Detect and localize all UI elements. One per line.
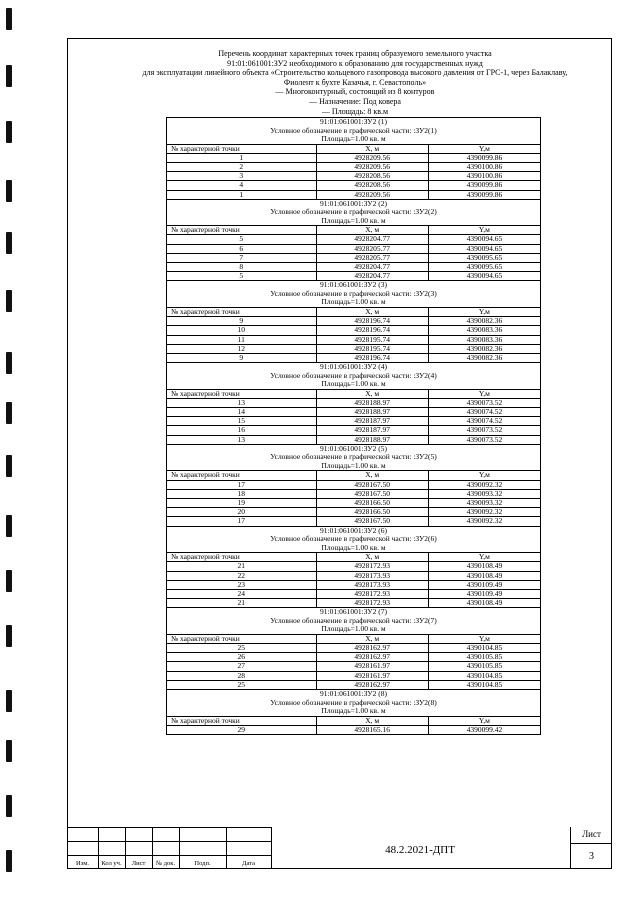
- header-line: — Многоконтурный, состоящий из 8 контуров: [275, 87, 435, 97]
- point-number: 26: [167, 653, 317, 662]
- contour-id: 91:01:061001:ЗУ2 (3): [319, 280, 387, 290]
- table-row: [167, 344, 541, 353]
- x-coordinate: 4928188.97: [316, 408, 428, 417]
- contour-symbol: Условное обозначение в графической части: :ЗУ2(6): [270, 534, 437, 544]
- y-coordinate: 4390092.32: [428, 508, 540, 517]
- x-coordinate: 4928166.50: [316, 508, 428, 517]
- header-x: X, м: [316, 144, 428, 153]
- x-coordinate: 4928167.50: [316, 489, 428, 498]
- point-number: 18: [167, 489, 317, 498]
- header-x: X, м: [316, 307, 428, 316]
- point-number: 4: [167, 181, 317, 190]
- contour-area: Площадь=1.00 кв. м: [321, 379, 386, 389]
- table-row: [167, 725, 541, 734]
- contour-title: [167, 526, 541, 553]
- table-row: [167, 498, 541, 507]
- contour-symbol: Условное обозначение в графической части: :ЗУ2(2): [270, 207, 437, 217]
- contour-symbol: Условное обозначение в графической части: :ЗУ2(1): [270, 125, 437, 135]
- contour-title: [167, 690, 541, 717]
- x-coordinate: 4928187.97: [316, 417, 428, 426]
- header-x: X, м: [316, 471, 428, 480]
- y-coordinate: 4390074.52: [428, 408, 540, 417]
- header-line: — Площадь: 8 кв.м: [321, 106, 389, 116]
- table-row: [167, 235, 541, 244]
- x-coordinate: 4928165.16: [316, 725, 428, 734]
- y-coordinate: 4390073.52: [428, 426, 540, 435]
- table-row: [167, 508, 541, 517]
- table-row: [167, 671, 541, 680]
- x-coordinate: 4928162.97: [316, 644, 428, 653]
- x-coordinate: 4928204.77: [316, 235, 428, 244]
- column-header-row: [167, 144, 541, 153]
- x-coordinate: 4928161.97: [316, 662, 428, 671]
- x-coordinate: 4928173.93: [316, 580, 428, 589]
- point-number: 16: [167, 426, 317, 435]
- header-y: Y,м: [428, 307, 540, 316]
- header-y: Y,м: [428, 471, 540, 480]
- point-number: 19: [167, 498, 317, 507]
- y-coordinate: 4390093.32: [428, 498, 540, 507]
- x-coordinate: 4928172.93: [316, 599, 428, 608]
- contour-title: [167, 118, 541, 145]
- y-coordinate: 4390104.85: [428, 644, 540, 653]
- table-row: [167, 263, 541, 272]
- x-coordinate: 4928208.56: [316, 172, 428, 181]
- point-number: 8: [167, 263, 317, 272]
- y-coordinate: 4390100.86: [428, 172, 540, 181]
- point-number: 25: [167, 644, 317, 653]
- table-row: [167, 435, 541, 444]
- table-row: [167, 172, 541, 181]
- header-y: Y,м: [428, 144, 540, 153]
- contour-id: 91:01:061001:ЗУ2 (2): [319, 199, 387, 208]
- x-coordinate: 4928196.74: [316, 353, 428, 362]
- y-coordinate: 4390100.86: [428, 162, 540, 171]
- y-coordinate: 4390094.65: [428, 244, 540, 253]
- point-number: 23: [167, 580, 317, 589]
- contour-symbol: Условное обозначение в графической части: :ЗУ2(5): [270, 452, 437, 462]
- column-header-row: [167, 389, 541, 398]
- point-number: 24: [167, 589, 317, 598]
- coordinates-table: [166, 117, 541, 735]
- y-coordinate: 4390093.32: [428, 489, 540, 498]
- table-row: [167, 244, 541, 253]
- table-row: [167, 599, 541, 608]
- x-coordinate: 4928161.97: [316, 671, 428, 680]
- x-coordinate: 4928167.50: [316, 480, 428, 489]
- contour-symbol: Условное обозначение в графической части: :ЗУ2(7): [270, 615, 437, 625]
- stamp-label-sign: Подп.: [194, 860, 211, 867]
- contour-symbol: Условное обозначение в графической части: :ЗУ2(8): [270, 697, 437, 707]
- contour-symbol: Условное обозначение в графической части: :ЗУ2(3): [270, 288, 437, 298]
- point-number: 25: [167, 680, 317, 689]
- y-coordinate: 4390099.86: [428, 153, 540, 162]
- header-y: Y,м: [428, 716, 540, 725]
- table-row: [167, 489, 541, 498]
- table-row: [167, 190, 541, 199]
- header-x: X, м: [316, 226, 428, 235]
- table-row: [167, 398, 541, 407]
- header-point: № характерной точки: [167, 553, 317, 562]
- document-code: 48.2.2021-ДПТ: [385, 844, 455, 856]
- contour-id: 91:01:061001:ЗУ2 (4): [319, 362, 387, 372]
- table-row: [167, 517, 541, 526]
- table-row: [167, 408, 541, 417]
- y-coordinate: 4390073.52: [428, 398, 540, 407]
- y-coordinate: 4390082.36: [428, 344, 540, 353]
- point-number: 28: [167, 671, 317, 680]
- table-row: [167, 317, 541, 326]
- x-coordinate: 4928188.97: [316, 398, 428, 407]
- point-number: 5: [167, 272, 317, 281]
- contour-title-row: [167, 199, 541, 226]
- contour-title-row: [167, 526, 541, 553]
- stamp-label-doc: № док.: [155, 860, 176, 867]
- point-number: 1: [167, 190, 317, 199]
- point-number: 22: [167, 571, 317, 580]
- contour-title: [167, 444, 541, 471]
- x-coordinate: 4928209.56: [316, 162, 428, 171]
- x-coordinate: 4928209.56: [316, 190, 428, 199]
- y-coordinate: 4390094.65: [428, 235, 540, 244]
- header-line: — Назначение: Под ковера: [309, 96, 401, 106]
- table-row: [167, 335, 541, 344]
- y-coordinate: 4390083.36: [428, 326, 540, 335]
- y-coordinate: 4390092.32: [428, 517, 540, 526]
- point-number: 21: [167, 599, 317, 608]
- point-number: 6: [167, 244, 317, 253]
- y-coordinate: 4390109.49: [428, 589, 540, 598]
- contour-title-row: [167, 118, 541, 145]
- contour-area: Площадь=1.00 кв. м: [321, 706, 386, 716]
- header-x: X, м: [316, 389, 428, 398]
- x-coordinate: 4928162.97: [316, 680, 428, 689]
- x-coordinate: 4928204.77: [316, 263, 428, 272]
- point-number: 29: [167, 725, 317, 734]
- point-number: 11: [167, 335, 317, 344]
- x-coordinate: 4928166.50: [316, 498, 428, 507]
- contour-title: [167, 608, 541, 635]
- header-point: № характерной точки: [167, 307, 317, 316]
- stamp-label-izm: Изм.: [76, 860, 89, 867]
- y-coordinate: 4390109.49: [428, 580, 540, 589]
- x-coordinate: 4928209.56: [316, 153, 428, 162]
- x-coordinate: 4928172.93: [316, 589, 428, 598]
- contour-title-row: [167, 363, 541, 390]
- point-number: 20: [167, 508, 317, 517]
- x-coordinate: 4928205.77: [316, 244, 428, 253]
- table-row: [167, 644, 541, 653]
- stamp-label-list: Лист: [131, 860, 146, 867]
- contour-title: [167, 199, 541, 226]
- y-coordinate: 4390082.36: [428, 317, 540, 326]
- table-row: [167, 662, 541, 671]
- y-coordinate: 4390074.52: [428, 417, 540, 426]
- contour-area: Площадь=1.00 кв. м: [321, 134, 386, 143]
- x-coordinate: 4928196.74: [316, 317, 428, 326]
- y-coordinate: 4390082.36: [428, 353, 540, 362]
- y-coordinate: 4390105.85: [428, 662, 540, 671]
- contour-area: Площадь=1.00 кв. м: [321, 460, 386, 470]
- y-coordinate: 4390105.85: [428, 653, 540, 662]
- point-number: 5: [167, 235, 317, 244]
- x-coordinate: 4928173.93: [316, 571, 428, 580]
- x-coordinate: 4928188.97: [316, 435, 428, 444]
- y-coordinate: 4390092.32: [428, 480, 540, 489]
- contour-title-row: [167, 690, 541, 717]
- column-header-row: [167, 307, 541, 316]
- header-point: № характерной точки: [167, 389, 317, 398]
- header-y: Y,м: [428, 226, 540, 235]
- x-coordinate: 4928162.97: [316, 653, 428, 662]
- y-coordinate: 4390083.36: [428, 335, 540, 344]
- point-number: 12: [167, 344, 317, 353]
- y-coordinate: 4390108.49: [428, 571, 540, 580]
- table-row: [167, 253, 541, 262]
- point-number: 13: [167, 398, 317, 407]
- x-coordinate: 4928196.74: [316, 326, 428, 335]
- point-number: 15: [167, 417, 317, 426]
- header-x: X, м: [316, 634, 428, 643]
- column-header-row: [167, 716, 541, 725]
- y-coordinate: 4390073.52: [428, 435, 540, 444]
- table-row: [167, 562, 541, 571]
- y-coordinate: 4390099.86: [428, 181, 540, 190]
- table-row: [167, 353, 541, 362]
- contour-id: 91:01:061001:ЗУ2 (1): [319, 117, 387, 126]
- column-header-row: [167, 471, 541, 480]
- contour-area: Площадь=1.00 кв. м: [321, 542, 386, 552]
- y-coordinate: 4390095.65: [428, 253, 540, 262]
- table-row: [167, 181, 541, 190]
- point-number: 2: [167, 162, 317, 171]
- x-coordinate: 4928172.93: [316, 562, 428, 571]
- y-coordinate: 4390104.85: [428, 671, 540, 680]
- table-row: [167, 426, 541, 435]
- table-row: [167, 326, 541, 335]
- point-number: 14: [167, 408, 317, 417]
- column-header-row: [167, 553, 541, 562]
- table-row: [167, 571, 541, 580]
- point-number: 13: [167, 435, 317, 444]
- point-number: 17: [167, 480, 317, 489]
- contour-title-row: [167, 444, 541, 471]
- stamp-label-kol: Кол уч.: [101, 860, 122, 867]
- y-coordinate: 4390104.85: [428, 680, 540, 689]
- point-number: 17: [167, 517, 317, 526]
- document-header: [120, 49, 590, 116]
- table-row: [167, 680, 541, 689]
- y-coordinate: 4390099.86: [428, 190, 540, 199]
- contour-id: 91:01:061001:ЗУ2 (5): [319, 444, 387, 453]
- contour-symbol: Условное обозначение в графической части: :ЗУ2(4): [270, 370, 437, 380]
- header-line: Перечень координат характерных точек границ образуемого земельного участка: [218, 49, 492, 58]
- sheet-label: Лист: [582, 829, 601, 839]
- header-point: № характерной точки: [167, 226, 317, 235]
- point-number: 21: [167, 562, 317, 571]
- table-row: [167, 580, 541, 589]
- contour-id: 91:01:061001:ЗУ2 (6): [319, 526, 387, 535]
- x-coordinate: 4928195.74: [316, 344, 428, 353]
- table-row: [167, 153, 541, 162]
- x-coordinate: 4928187.97: [316, 426, 428, 435]
- y-coordinate: 4390095.65: [428, 263, 540, 272]
- header-line: Фиолент к бухте Казачья, г. Севастополь»: [283, 77, 427, 87]
- contour-id: 91:01:061001:ЗУ2 (7): [319, 607, 387, 617]
- contour-title: [167, 363, 541, 390]
- header-x: X, м: [316, 716, 428, 725]
- table-row: [167, 589, 541, 598]
- contour-title-row: [167, 281, 541, 308]
- contour-title-row: [167, 608, 541, 635]
- y-coordinate: 4390094.65: [428, 272, 540, 281]
- point-number: 27: [167, 662, 317, 671]
- point-number: 9: [167, 353, 317, 362]
- y-coordinate: 4390108.49: [428, 599, 540, 608]
- contour-title: [167, 281, 541, 308]
- header-y: Y,м: [428, 553, 540, 562]
- header-y: Y,м: [428, 634, 540, 643]
- sheet-number: 3: [589, 851, 594, 862]
- contour-area: Площадь=1.00 кв. м: [321, 297, 386, 307]
- table-row: [167, 417, 541, 426]
- y-coordinate: 4390108.49: [428, 562, 540, 571]
- header-y: Y,м: [428, 389, 540, 398]
- x-coordinate: 4928167.50: [316, 517, 428, 526]
- point-number: 7: [167, 253, 317, 262]
- table-row: [167, 272, 541, 281]
- contour-area: Площадь=1.00 кв. м: [321, 215, 386, 225]
- header-point: № характерной точки: [167, 634, 317, 643]
- column-header-row: [167, 226, 541, 235]
- contour-id: 91:01:061001:ЗУ2 (8): [319, 689, 387, 699]
- header-point: № характерной точки: [167, 716, 317, 725]
- table-row: [167, 480, 541, 489]
- x-coordinate: 4928208.56: [316, 181, 428, 190]
- stamp-label-date: Дата: [242, 860, 255, 867]
- point-number: 10: [167, 326, 317, 335]
- header-point: № характерной точки: [167, 471, 317, 480]
- x-coordinate: 4928195.74: [316, 335, 428, 344]
- table-row: [167, 162, 541, 171]
- point-number: 1: [167, 153, 317, 162]
- header-line: 91:01:061001:ЗУ2 необходимого к образованию для государственных нужд: [227, 58, 483, 68]
- header-point: № характерной точки: [167, 144, 317, 153]
- table-row: [167, 653, 541, 662]
- x-coordinate: 4928204.77: [316, 272, 428, 281]
- header-line: для эксплуатации линейного объекта «Строительство кольцевого газопровода высокого давления от ГРС-1, через Балаклаву,: [142, 68, 568, 78]
- header-x: X, м: [316, 553, 428, 562]
- contour-area: Площадь=1.00 кв. м: [321, 624, 386, 634]
- point-number: 3: [167, 172, 317, 181]
- point-number: 9: [167, 317, 317, 326]
- column-header-row: [167, 634, 541, 643]
- y-coordinate: 4390099.42: [428, 725, 540, 734]
- x-coordinate: 4928205.77: [316, 253, 428, 262]
